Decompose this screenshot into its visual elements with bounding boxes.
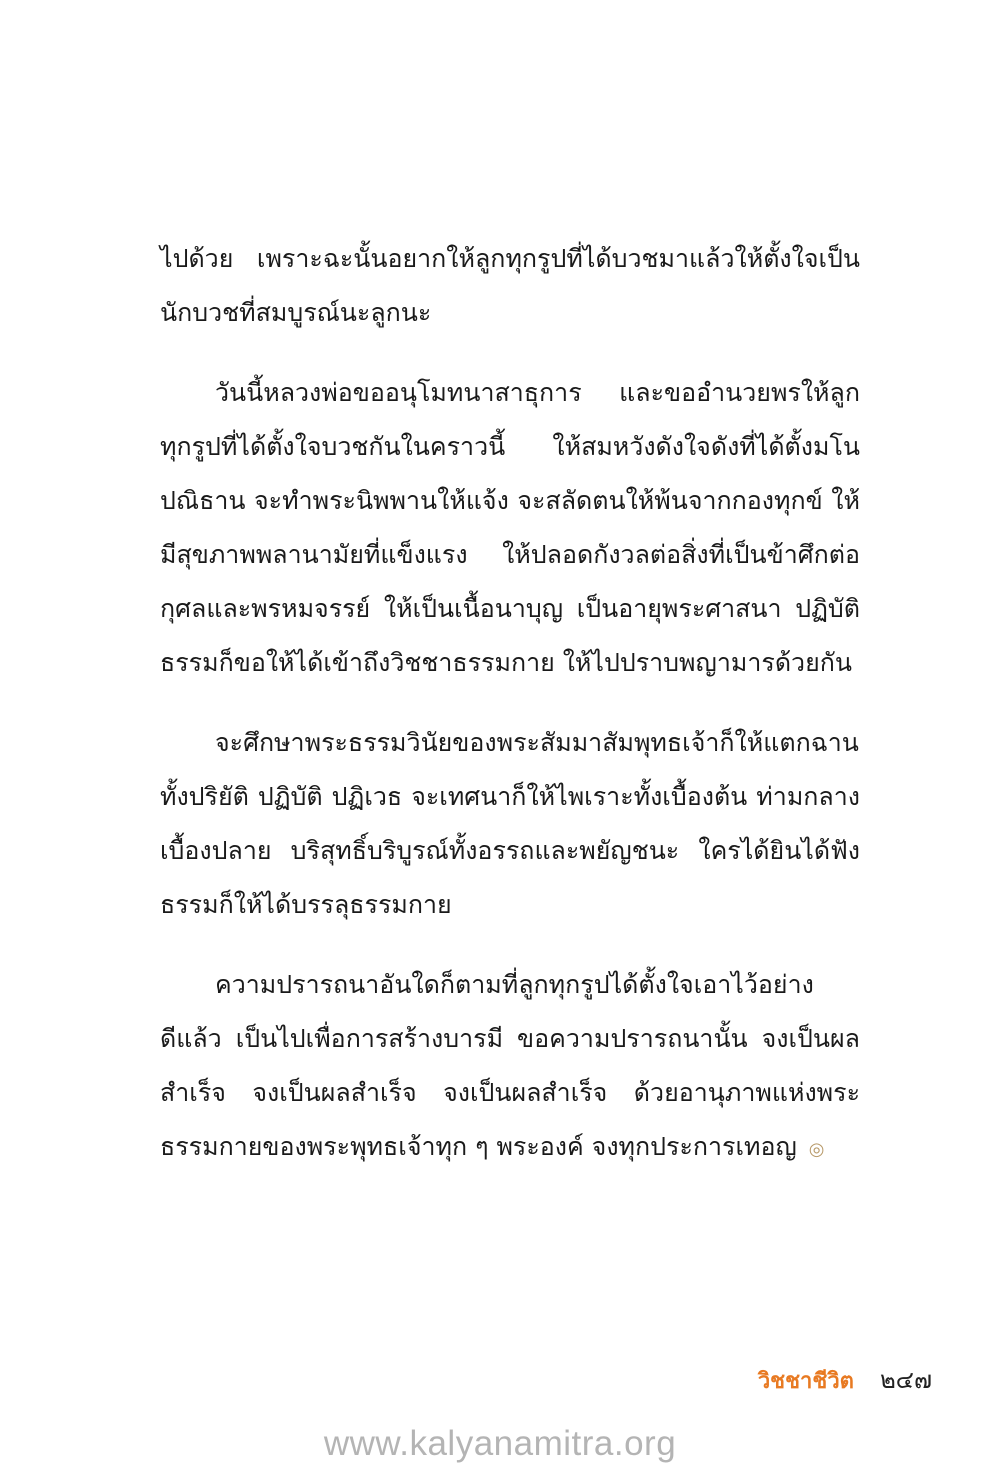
book-title: วิชชาชีวิต	[757, 1369, 854, 1394]
paragraph-4-text: ความปรารถนาอันใดก็ตามที่ลูกทุกรูปได้ตั้งใจเอาไว้อย่างดีแล้ว เป็นไปเพื่อการสร้างบารมี ขอความปรารถนานั้น จงเป็นผลสำเร็จ จงเป็นผลสำเร็จ จงเป็นผลสำเร็จ ด้วยอานุภาพแห่งพระธรรมกายของพระพุทธเจ้าทุก ๆ พระองค์ จงทุกประการเทอญ	[160, 970, 860, 1161]
paragraph-4	[160, 958, 860, 1177]
paragraph-2	[160, 366, 860, 690]
page-number: ๒๔๗	[879, 1366, 932, 1394]
end-mark-icon: ◎	[808, 1139, 825, 1160]
paragraph-3-text: จะศึกษาพระธรรมวินัยของพระสัมมาสัมพุทธเจ้าก็ให้แตกฉานทั้งปริยัติ ปฏิบัติ ปฏิเวธ จะเทศนาก็ให้ไพเราะทั้งเบื้องต้น ท่ามกลางเบื้องปลาย บริสุทธิ์บริบูรณ์ทั้งอรรถและพยัญชนะ ใครได้ยินได้ฟังธรรมก็ให้ได้บรรลุธรรมกาย	[160, 728, 860, 919]
paragraph-3	[160, 716, 860, 932]
paragraph-1-text: ไปด้วย เพราะฉะนั้นอยากให้ลูกทุกรูปที่ได้บวชมาแล้วให้ตั้งใจเป็นนักบวชที่สมบูรณ์นะลูกนะ	[160, 244, 860, 327]
page-body	[160, 232, 860, 1203]
page-footer	[758, 1360, 932, 1399]
watermark: www.kalyanamitra.org	[323, 1424, 677, 1463]
paragraph-1	[160, 232, 860, 340]
paragraph-2-text: วันนี้หลวงพ่อขออนุโมทนาสาธุการ และขออำนวยพรให้ลูกทุกรูปที่ได้ตั้งใจบวชกันในคราวนี้ ให้สมหวังดังใจดังที่ได้ตั้งมโนปณิธาน จะทำพระนิพพานให้แจ้ง จะสลัดตนให้พ้นจากกองทุกข์ ให้มีสุขภาพพลานามัยที่แข็งแรง ให้ปลอดกังวลต่อสิ่งที่เป็นข้าศึกต่อกุศลและพรหมจรรย์ ให้เป็นเนื้อนาบุญ เป็นอายุพระศาสนา ปฏิบัติธรรมก็ขอให้ได้เข้าถึงวิชชาธรรมกาย ให้ไปปราบพญามารด้วยกัน	[160, 378, 860, 677]
